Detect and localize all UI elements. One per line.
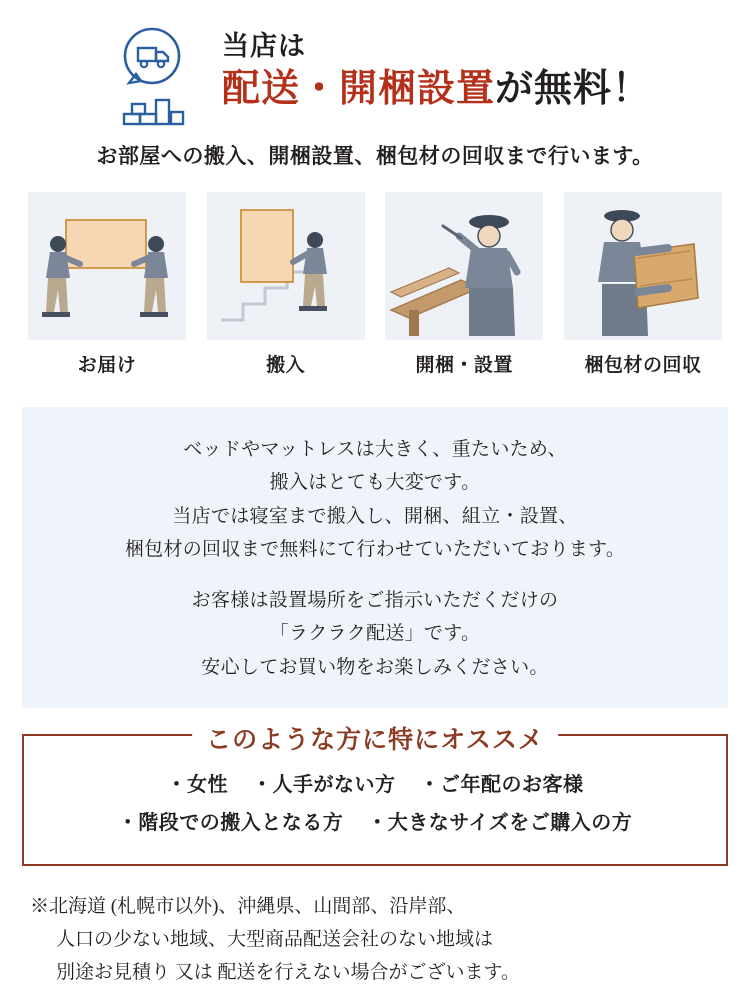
headline-block xyxy=(222,24,651,111)
headline-eyebrow: 当店は xyxy=(222,31,306,61)
header xyxy=(0,0,750,126)
footnote-line: ※北海道 (札幌市以外)、沖縄県、山間部、沿岸部、 xyxy=(30,895,466,917)
header-subtitle: お部屋への搬入、開梱設置、梱包材の回収まで行います。 xyxy=(96,145,654,168)
footnote-line: 別途お見積り 又は 配送を行えない場合がございます。 xyxy=(56,962,520,984)
note-line: ベッドやマットレスは大きく、重たいため、 xyxy=(183,439,567,460)
rec-item: ・女性 xyxy=(166,773,228,796)
recommendation-box xyxy=(22,725,728,866)
rec-item: ・階段での搬入となる方 xyxy=(117,811,344,834)
note-line: 梱包材の回収まで無料にて行わせていただいております。 xyxy=(124,538,626,560)
headline-main xyxy=(222,68,651,112)
step-item xyxy=(207,192,365,377)
step-label: 梱包材の回収 xyxy=(584,355,702,376)
note-line: お客様は設置場所をご指示いただくだけの xyxy=(191,590,559,611)
rec-item: ・人手がない方 xyxy=(252,773,396,796)
step-item xyxy=(564,192,722,377)
worker-assembling-bed-icon xyxy=(385,192,543,340)
note-line: 搬入はとても大変です。 xyxy=(269,472,481,494)
footnote-line: 人口の少ない地域、大型商品配送会社のない地域は xyxy=(56,929,494,950)
step-item xyxy=(385,192,543,377)
delivery-truck-icon xyxy=(110,26,206,126)
note-line: 「ラクラク配送」です。 xyxy=(269,623,481,645)
note-line: 当店では寝室まで搬入し、開梱、組立・設置、 xyxy=(172,505,578,527)
note-paragraph-1 xyxy=(32,433,718,566)
recommendation-line-1 xyxy=(34,766,716,804)
steps-row xyxy=(0,192,750,377)
rec-item: ・大きなサイズをご購入の方 xyxy=(367,811,633,834)
headline-main-black: が無料！ xyxy=(495,67,652,110)
footnote xyxy=(30,890,728,990)
rec-item: ・ご年配のお客様 xyxy=(419,773,584,796)
mover-on-stairs-icon xyxy=(207,192,365,340)
step-label: 搬入 xyxy=(266,355,306,376)
recommendation-title: このような方に特にオススメ xyxy=(192,720,558,756)
recommendation-line-2 xyxy=(34,804,716,842)
step-label: お届け xyxy=(77,355,137,376)
two-movers-carrying-panel-icon xyxy=(28,192,186,340)
step-label: 開梱・設置 xyxy=(415,355,514,376)
worker-carrying-cardboard-icon xyxy=(564,192,722,340)
service-description-panel xyxy=(22,407,728,708)
note-paragraph-2 xyxy=(32,584,718,684)
note-line: 安心してお買い物をお楽しみください。 xyxy=(201,656,549,678)
headline-main-red: 配送・開梱設置 xyxy=(222,67,496,110)
step-item xyxy=(28,192,186,377)
